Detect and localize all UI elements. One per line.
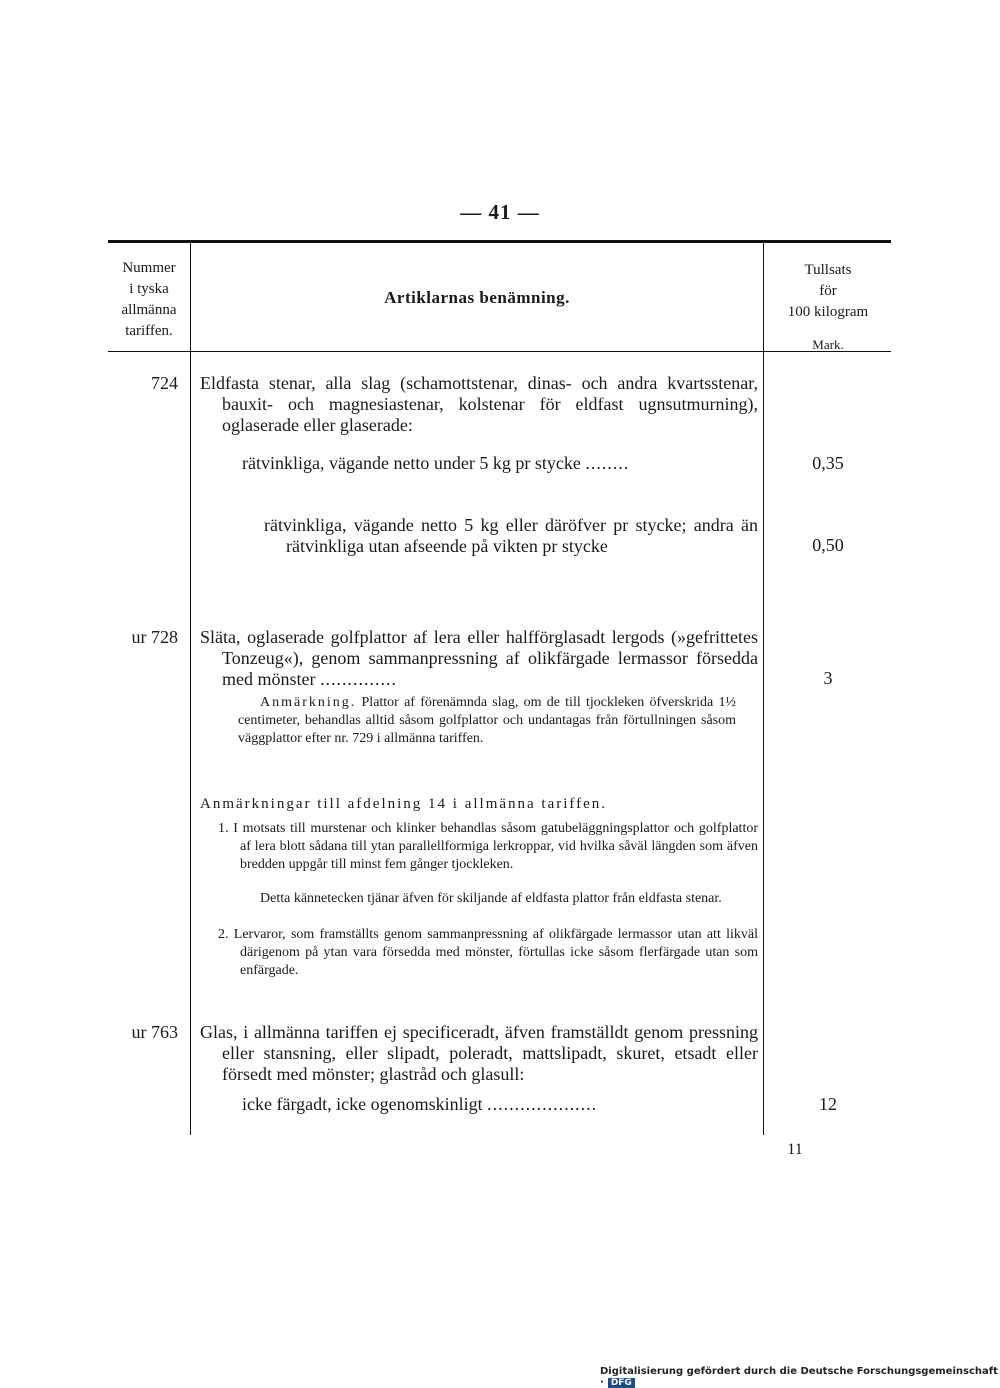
rate-763: 12 bbox=[819, 1094, 837, 1114]
article-text: Släta, oglaserade golfplattor af lera eller halfförglasadt lergods (»gefrittetes Tonzeug«), genom sammanpressning af olikfärgade lermassor försedda med mönster bbox=[200, 627, 758, 689]
article-sub-text: rätvinkliga, vägande netto under 5 kg pr stycke bbox=[242, 453, 581, 473]
digitization-credit bbox=[600, 1366, 1000, 1388]
header-rate-unit: Mark. bbox=[812, 337, 844, 352]
footer-page-number: 11 bbox=[787, 1141, 803, 1158]
annotation-label: Anmärkning. bbox=[260, 695, 357, 710]
header-rate-line: för bbox=[819, 283, 837, 299]
column-divider-right bbox=[763, 243, 764, 1135]
header-number-line: tariffen. bbox=[125, 323, 173, 339]
article-sub-763-1 bbox=[242, 1094, 758, 1115]
article-sub-724-2: rätvinkliga, vägande netto 5 kg eller däröfver pr stycke; andra än rätvinkliga utan afseende på vikten pr stycke bbox=[264, 515, 758, 556]
credit-text: Digitalisierung gefördert durch die Deutsche Forschungsgemeinschaft · bbox=[600, 1366, 998, 1388]
rate-724-2: 0,50 bbox=[812, 535, 844, 555]
page-number: — 41 — bbox=[460, 200, 540, 224]
header-number-line: i tyska bbox=[129, 281, 169, 297]
dfg-logo-icon: DFG bbox=[608, 1378, 635, 1388]
tariff-number-724: 724 bbox=[151, 373, 178, 393]
note-2: 2. Lervaror, som framställts genom sammanpressning af olikfärgade lermassor utan att likväl därigenom på ytan vara försedda med mönster, förtullas icke såsom flerfärgade utan som enfärgade. bbox=[218, 927, 758, 978]
header-rate-line: Tullsats bbox=[804, 262, 852, 278]
rate-728: 3 bbox=[823, 668, 833, 688]
header-number-column bbox=[108, 258, 190, 342]
annotation-text: Plattor af förenämnda slag, om de till tjockleken öfverskrida 1½ centimeter, behandlas alltid såsom golfplattor och undantagas från förtullningen såsom väggplattor efter nr. 729 i allmänna tariffen. bbox=[238, 695, 737, 746]
article-text-763: Glas, i allmänna tariffen ej specificeradt, äfven framställdt genom pressning eller stansning, eller slipadt, poleradt, mattslipadt, skuret, etsadt eller försedt med mönster; glastråd och glasull: bbox=[200, 1022, 758, 1084]
header-rate-column bbox=[765, 260, 891, 323]
tariff-number-763: ur 763 bbox=[131, 1022, 178, 1042]
article-text-728 bbox=[200, 627, 758, 690]
note-1b: Detta kännetecken tjänar äfven för skiljande af eldfasta plattor från eldfasta stenar. bbox=[260, 891, 722, 906]
note-1: 1. I motsats till murstenar och klinker behandlas såsom gatubeläggningsplattor och golfplattor af lera blott sådana till ytan parallellformiga lerkroppar, vid hvilka såväl längden som äfven bredden uppgår till minst fem gånger tjockleken. bbox=[218, 821, 758, 872]
header-number-line: Nummer bbox=[122, 260, 176, 276]
annotation-728 bbox=[238, 694, 736, 748]
leader-dots: .............. bbox=[319, 669, 397, 689]
header-number-line: allmänna bbox=[121, 302, 177, 318]
article-sub-724-1 bbox=[242, 453, 758, 474]
tariff-number-728: ur 728 bbox=[131, 627, 178, 647]
article-text-724: Eldfasta stenar, alla slag (schamottstenar, dinas- och andra kvartsstenar, bauxit- och magnesiastenar, kolstenar för eldfast ugnsutmurning), oglaserade eller glaserade: bbox=[200, 373, 758, 435]
header-rate-line: 100 kilogram bbox=[787, 304, 869, 320]
rate-724-1: 0,35 bbox=[812, 453, 844, 473]
article-sub-text: icke färgadt, icke ogenomskinligt bbox=[242, 1094, 483, 1114]
column-divider-left bbox=[190, 243, 191, 1135]
leader-dots: ........ bbox=[585, 453, 630, 473]
header-article-column: Artiklarnas benämning. bbox=[384, 288, 570, 307]
table-top-rule bbox=[108, 240, 891, 243]
leader-dots: .................... bbox=[487, 1094, 598, 1114]
notes-title: Anmärkningar till afdelning 14 i allmänna tariffen. bbox=[200, 796, 608, 812]
